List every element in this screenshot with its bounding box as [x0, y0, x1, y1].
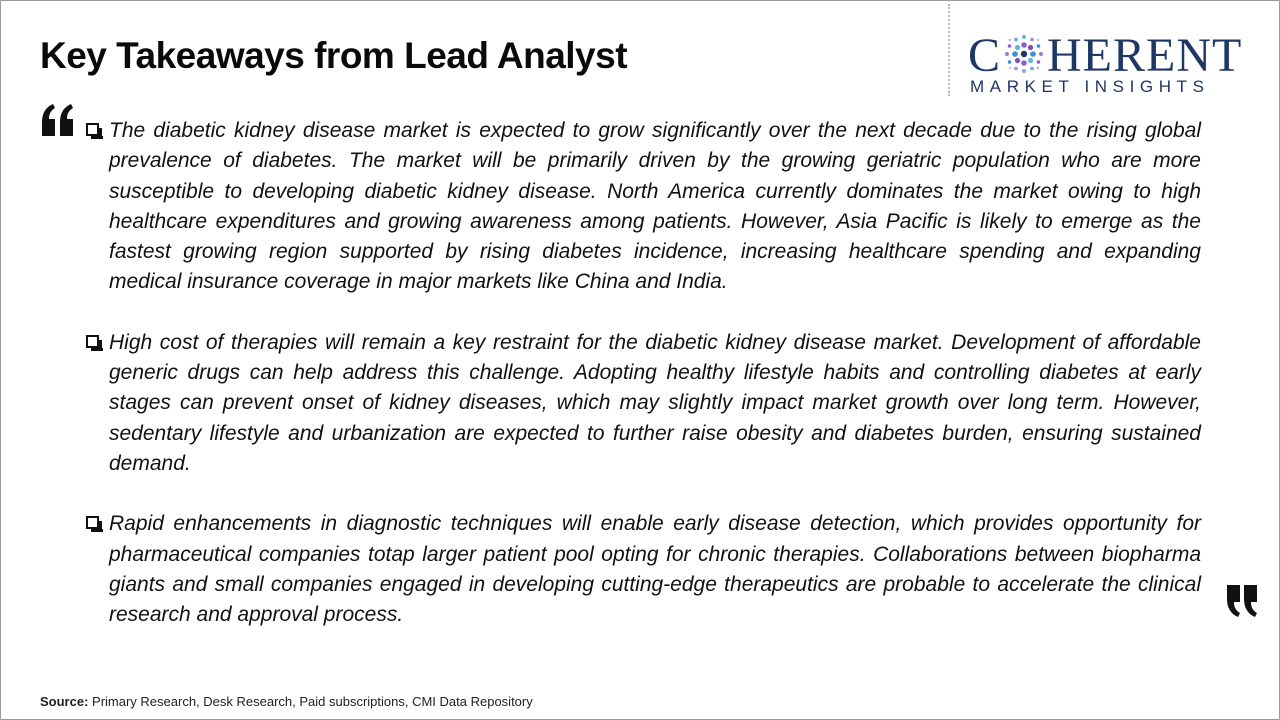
logo-wordmark: [968, 30, 1242, 82]
open-quote-icon: [40, 102, 76, 138]
source-label: Source:: [40, 694, 89, 709]
takeaway-text: High cost of therapies will remain a key restraint for the diabetic kidney disease market. Development of affordable generic drugs can help address this challenge. Adopting healthy lifestyle habits and controlling diabetes at early stages can prevent onset of kidney diseases, which may slightly impact market growth over long term. However, sedentary lifestyle and urbanization are expected to further raise obesity and diabetes burden, ensuring sustained demand.: [109, 330, 1201, 475]
close-quote-icon: [1224, 583, 1260, 619]
takeaway-item: [85, 328, 1201, 479]
logo-subtitle: MARKET INSIGHTS: [970, 77, 1210, 96]
logo-wordmark-left: C: [968, 29, 1002, 82]
source-note: [40, 694, 533, 709]
takeaway-item: [85, 509, 1201, 630]
takeaway-item: [85, 116, 1201, 298]
takeaways-list: [85, 116, 1201, 660]
takeaway-text: Rapid enhancements in diagnostic techniques will enable early disease detection, which provides opportunity for pharmaceutical companies totap larger patient pool opting for chronic therapies. Collaborations between biopharma giants and small companies engaged in developing cutting-edge therapeutics are probable to accelerate the clinical research and approval process.: [109, 512, 1201, 627]
page-title: Key Takeaways from Lead Analyst: [40, 35, 628, 76]
dotted-globe-icon: [1002, 32, 1046, 76]
company-logo: [968, 30, 1264, 100]
takeaway-text: The diabetic kidney disease market is expected to grow significantly over the next decade due to the rising global prevalence of diabetes. The market will be primarily driven by the growing geriatric population who are more susceptible to developing diabetic kidney disease. North America currently dominates the market owing to high healthcare expenditures and growing awareness among patients. However, Asia Pacific is likely to emerge as the fastest growing region supported by rising diabetes incidence, increasing healthcare spending and expanding medical insurance coverage in major markets like China and India.: [109, 119, 1201, 294]
logo-wordmark-right: HERENT: [1047, 29, 1243, 82]
checkbox-bullet-icon: [86, 335, 99, 348]
source-text: Primary Research, Desk Research, Paid subscriptions, CMI Data Repository: [92, 694, 533, 709]
logo-divider: [948, 4, 950, 96]
checkbox-bullet-icon: [86, 123, 99, 136]
checkbox-bullet-icon: [86, 516, 99, 529]
